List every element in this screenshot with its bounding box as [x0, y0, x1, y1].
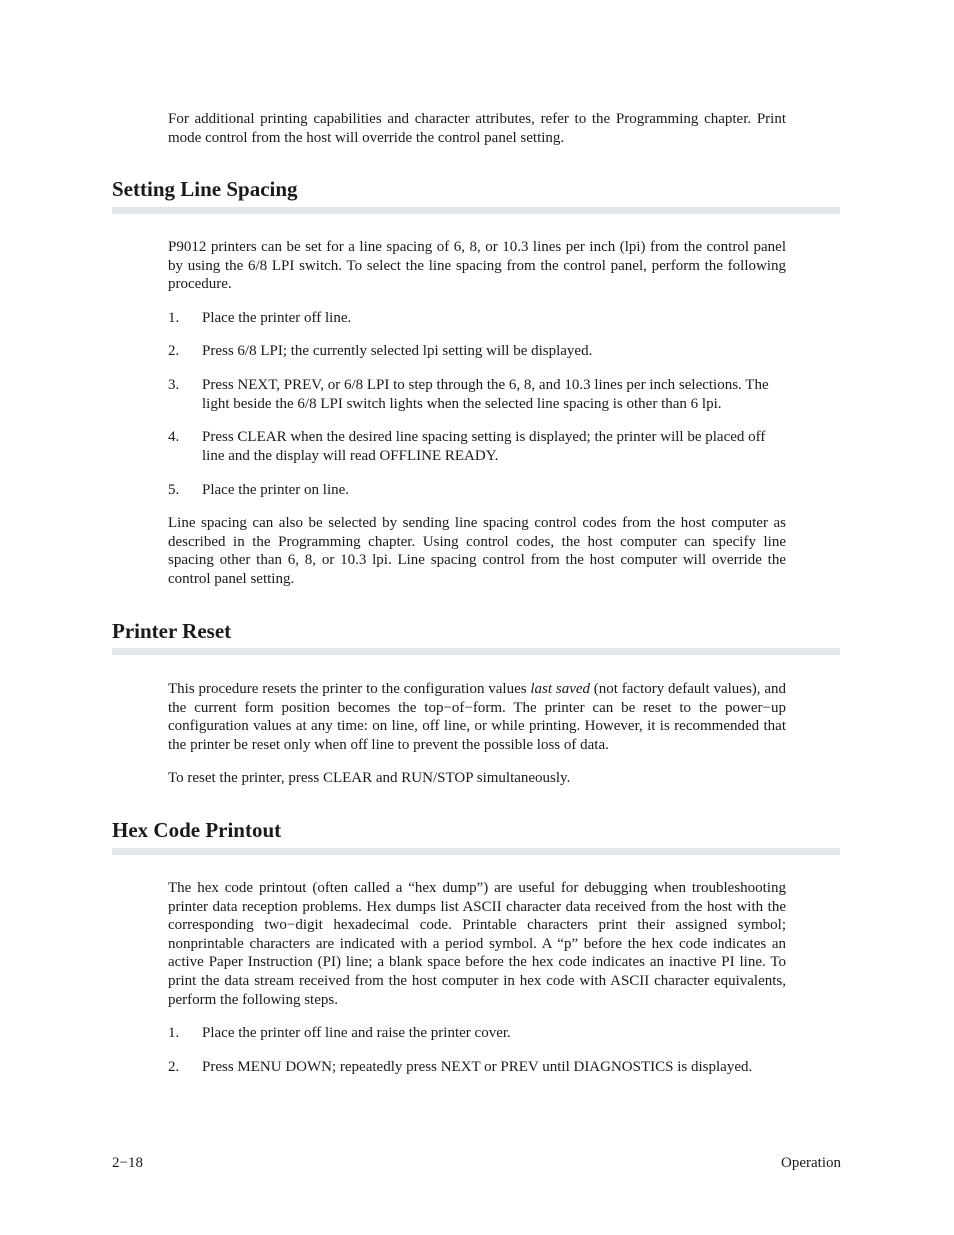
- hex-code-paragraph: The hex code printout (often called a “hex dump”) are useful for debugging when troubleshooting printer data reception problems. Hex dumps list ASCII character data received from the host with the corresponding two−digit hexadecimal code. Printable characters print their assigned symbol; nonprintable characters are indicated with a period symbol. A “p” before the hex code indicates an active Paper Instruction (PI) line; a blank space before the hex code indicates an inactive PI line. To print the data stream received from the host computer in hex code with ASCII character equivalents, perform the following steps.: [168, 880, 786, 1008]
- list-number: 2.: [168, 1059, 180, 1075]
- reset-text-start: This procedure resets the printer to the configuration values: [168, 681, 531, 697]
- list-item: [168, 481, 786, 500]
- list-item: [168, 309, 786, 328]
- list-text: Press 6/8 LPI; the currently selected lpi setting will be displayed.: [202, 343, 593, 359]
- list-text: Place the printer off line.: [202, 310, 352, 326]
- list-number: 5.: [168, 482, 180, 498]
- chapter-name: Operation: [781, 1155, 841, 1171]
- printer-reset-paragraph: [168, 680, 786, 754]
- section-rule: [112, 207, 840, 214]
- list-number: 2.: [168, 343, 180, 359]
- list-number: 3.: [168, 377, 180, 393]
- list-number: 1.: [168, 1025, 180, 1041]
- list-text: Place the printer on line.: [202, 482, 350, 498]
- line-spacing-host-paragraph: Line spacing can also be selected by sending line spacing control codes from the host computer as described in the Programming chapter. Using control codes, the host computer can specify line spacing other than 6, 8, or 10.3 lpi. Line spacing control from the host computer will override the control panel setting.: [168, 515, 786, 587]
- list-number: 1.: [168, 310, 180, 326]
- list-text: Press NEXT, PREV, or 6/8 LPI to step through the 6, 8, and 10.3 lines per inch selections. The light beside the 6/8 LPI switch lights when the selected line spacing is other than 6 lpi.: [202, 377, 769, 412]
- list-item: [168, 342, 786, 361]
- section-heading-printer-reset: Printer Reset: [112, 619, 232, 643]
- list-text: Press CLEAR when the desired line spacing setting is displayed; the printer will be placed off line and the display will read OFFLINE READY.: [202, 429, 766, 464]
- printer-reset-instruction: To reset the printer, press CLEAR and RUN/STOP simultaneously.: [168, 770, 571, 786]
- line-spacing-intro: P9012 printers can be set for a line spacing of 6, 8, or 10.3 lines per inch (lpi) from the control panel by using the 6/8 LPI switch. To select the line spacing from the control panel, perform the following procedure.: [168, 239, 786, 293]
- intro-paragraph: For additional printing capabilities and character attributes, refer to the Programming chapter. Print mode control from the host will override the control panel setting.: [168, 111, 786, 146]
- page-number: 2−18: [112, 1155, 143, 1171]
- section-heading-hex-code: Hex Code Printout: [112, 818, 282, 842]
- reset-text-emphasis: last saved: [530, 681, 591, 697]
- list-text: Place the printer off line and raise the printer cover.: [202, 1025, 511, 1041]
- list-item: [168, 1024, 786, 1043]
- list-item: [168, 1058, 786, 1077]
- section-heading-line-spacing: Setting Line Spacing: [112, 177, 298, 201]
- list-text: Press MENU DOWN; repeatedly press NEXT or PREV until DIAGNOSTICS is displayed.: [202, 1059, 753, 1075]
- section-rule: [112, 848, 840, 855]
- section-rule: [112, 648, 840, 655]
- reset-text-end: (not factory default values), and the current form position becomes the top−of−form. The printer can be reset to the power−up configuration values at any time: on line, off line, or while printing. However, it is recommended that the printer be reset only when off line to prevent the possible loss of data.: [168, 681, 786, 753]
- list-item: [168, 428, 786, 465]
- list-number: 4.: [168, 429, 180, 445]
- list-item: [168, 376, 786, 413]
